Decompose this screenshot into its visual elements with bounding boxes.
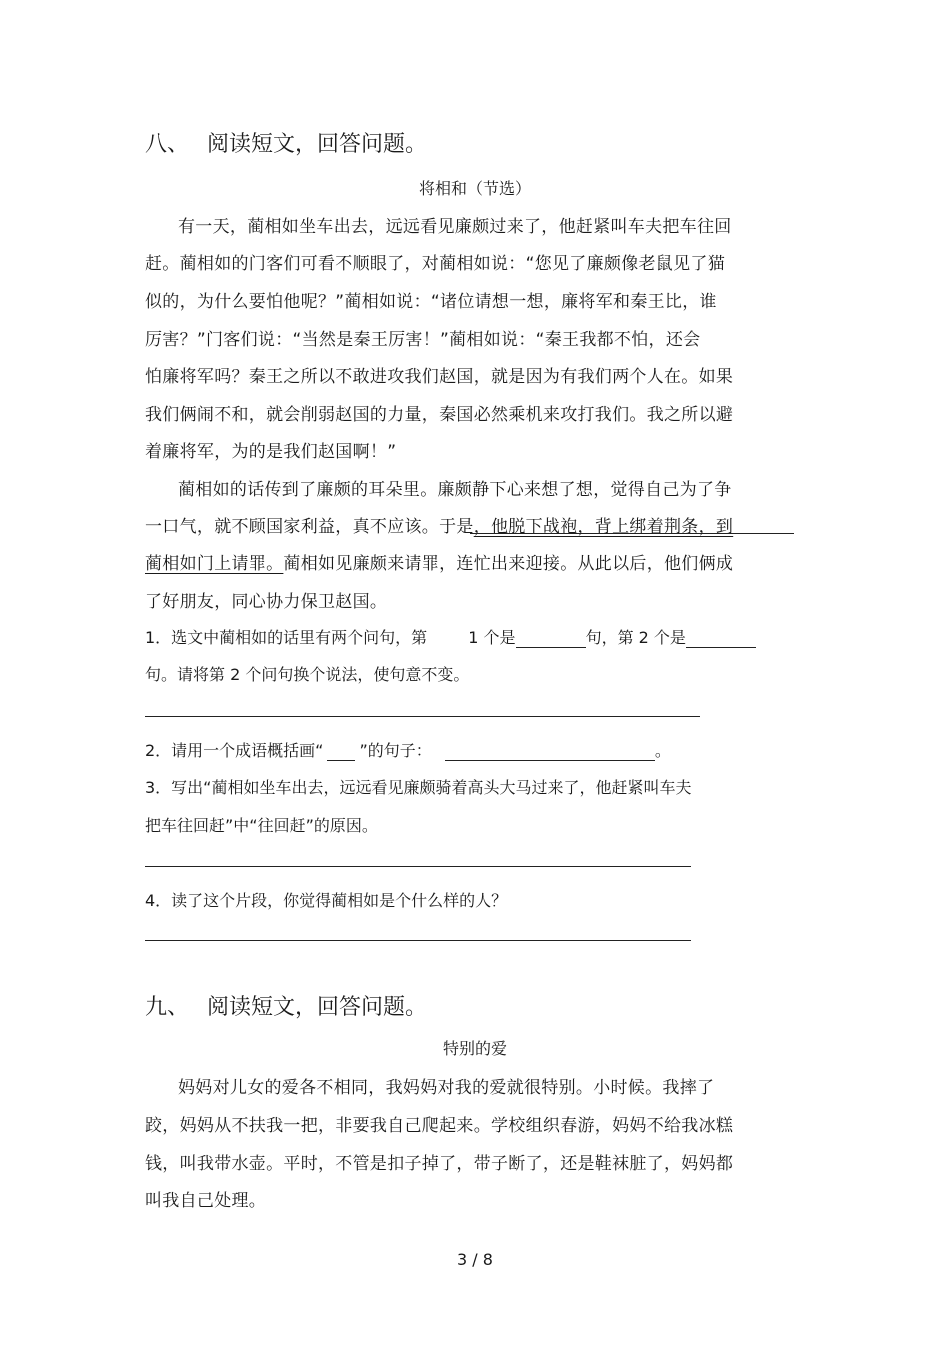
passage-line: 着廉将军，为的是我们赵国啊！” (145, 442, 397, 462)
passage-line: 钱，叫我带水壶。平时，不管是扣子掉了，带子断了，还是鞋袜脏了，妈妈都 (145, 1154, 734, 1174)
question-4: 4．读了这个片段，你觉得蔺相如是个什么样的人？ (145, 891, 508, 910)
passage-title-jiangxianghe: 将相和（节选） (418, 179, 531, 198)
section-9-number: 九、 (145, 995, 190, 1020)
answer-blank-2[interactable] (445, 742, 655, 761)
passage-line: 似的，为什么要怕他呢？”蔺相如说：“诸位请想一想，廉将军和秦王比，谁 (145, 292, 717, 312)
page-indicator: 3 / 8 (457, 1250, 493, 1269)
underline-mark (470, 533, 794, 534)
question-3: 3．写出“蔺相如坐车出去，远远看见廉颇骑着高头大马过来了，他赶紧叫车夫 (145, 778, 692, 797)
passage-line (145, 549, 733, 574)
question-2-text: ”的句子： (359, 741, 432, 760)
question-1-line-2: 句。请将第 2 个问句换个说法，使句意不变。 (145, 665, 470, 684)
question-1-text: 句，第 2 个是 (585, 628, 686, 647)
passage-line: 蔺相如的话传到了廉颇的耳朵里。廉颇静下心来想了想，觉得自己为了争 (178, 480, 732, 500)
passage-line: 有一天，蔺相如坐车出去，远远看见廉颇过来了，他赶紧叫车夫把车往回 (178, 217, 732, 237)
question-2-end: 。 (654, 741, 671, 760)
answer-blank-1b[interactable] (686, 629, 756, 648)
question-3-line-2: 把车往回赶”中“往回赶”的原因。 (145, 816, 378, 835)
passage-line: 怕廉将军吗？秦王之所以不敢进攻我们赵国，就是因为有我们两个人在。如果 (145, 367, 734, 387)
passage-line: 叫我自己处理。 (145, 1191, 267, 1211)
section-8-number: 八、 (145, 132, 190, 157)
question-1-text: 1 个是 (468, 628, 516, 647)
section-9-heading-text: 阅读短文，回答问题。 (207, 995, 428, 1020)
passage-line: 赶。蔺相如的门客们可看不顺眼了，对蔺相如说：“您见了廉颇像老鼠见了猫 (145, 254, 726, 274)
passage-text: 蔺相如见廉颇来请罪，连忙出来迎接。从此以后，他们俩成 (283, 554, 734, 574)
passage-line: 跤，妈妈从不扶我一把，非要我自己爬起来。学校组织春游，妈妈不给我冰糕 (145, 1116, 734, 1136)
question-1-text: 1．选文中蔺相如的话里有两个问句，第 (145, 628, 428, 647)
underlined-sentence: ，他脱下战袍，背上绑着荆条，到 (473, 517, 734, 537)
underlined-sentence: 蔺相如门上请罪。 (145, 554, 284, 574)
answer-line-q4[interactable] (145, 940, 691, 941)
answer-line-q1[interactable] (145, 716, 700, 717)
section-8-heading-text: 阅读短文，回答问题。 (207, 132, 428, 157)
question-2-text: 2．请用一个成语概括画“ (145, 741, 324, 760)
passage-line: 厉害？”门客们说：“当然是秦王厉害！”蔺相如说：“秦王我都不怕，还会 (145, 330, 701, 350)
passage-text: 一口气，就不顾国家利益，真不应该。于是 (145, 517, 474, 537)
question-2 (145, 738, 671, 761)
answer-line-q3[interactable] (145, 866, 691, 867)
passage-line: 妈妈对儿女的爱各不相同，我妈妈对我的爱就很特别。小时候。我摔了 (178, 1078, 715, 1098)
section-8-heading (145, 127, 427, 158)
passage-line: 了好朋友，同心协力保卫赵国。 (145, 592, 388, 612)
underline-sample-mark (327, 742, 355, 761)
section-9-heading (145, 990, 427, 1021)
question-1 (145, 625, 756, 648)
answer-blank-1a[interactable] (516, 629, 586, 648)
passage-line: 我们俩闹不和，就会削弱赵国的力量，秦国必然乘机来攻打我们。我之所以避 (145, 405, 734, 425)
passage-title-tebiedeai: 特别的爱 (442, 1039, 507, 1058)
